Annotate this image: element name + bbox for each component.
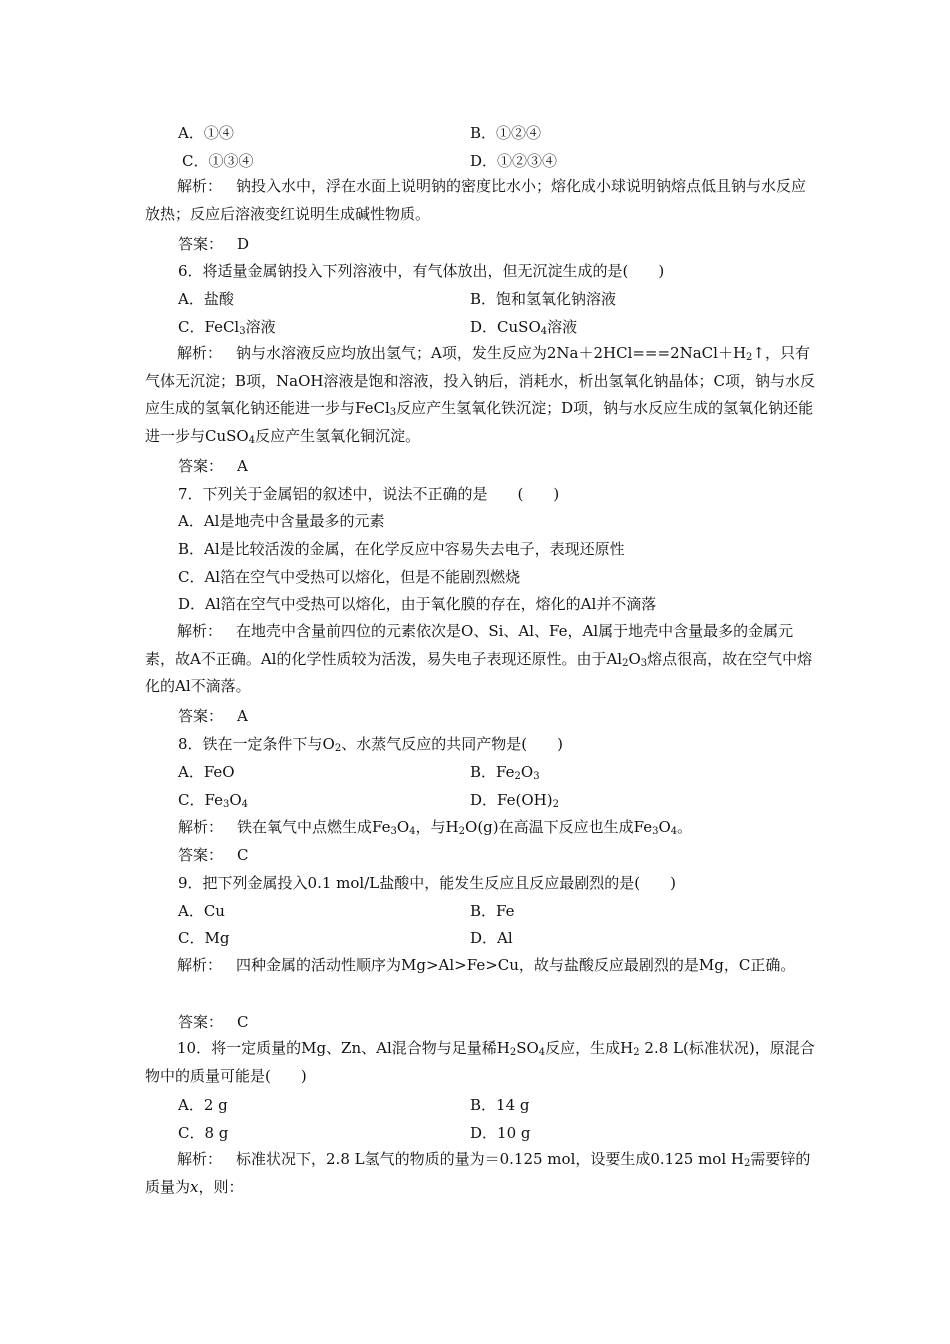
analysis-label: 解析： [177,622,223,640]
q6-option-c: C．FeCl$_3$溶液 [178,318,276,337]
q8-option-c: C．$Fe_3O_4$ [178,791,249,810]
q10-stem: 10．将一定质量的Mg、Zn、Al混合物与足量稀$H_2SO_4$反应，生成$H_2$ 2.8 L(标准状况)，原混合物中的质量可能是( ) [145,1039,815,1085]
answer-value: C [237,1013,249,1031]
q5-option-b: B．①②④ [470,124,542,142]
answer-value: C [237,846,249,864]
q10-option-a: A．2 g [178,1096,228,1114]
q6-option-b: B．饱和氢氧化钠溶液 [470,290,617,308]
answer-label: 答案： [178,235,224,253]
q10-option-d: D．10 g [470,1124,531,1142]
q6-answer [178,459,248,474]
q9-answer [178,1015,249,1030]
q6-option-d: D．CuSO$_4$溶液 [470,318,578,337]
q8-option-a: A．FeO [178,763,235,781]
analysis-text: 钠投入水中，浮在水面上说明钠的密度比水小；熔化成小球说明钠熔点低且钠与水反应放热；反应后溶液变红说明生成碱性物质。 [145,177,807,223]
q6-stem: 6．将适量金属钠投入下列溶液中，有气体放出，但无沉淀生成的是( ) [178,262,665,280]
analysis-label: 解析： [178,818,224,836]
analysis-label: 解析： [177,1150,223,1168]
q8-analysis: 解析： 铁在氧气中点燃生成$Fe_3O_4$，与$H_2O(g)$在高温下反应也生成$Fe_3O_4$。 [178,818,693,837]
q9-stem: 9．把下列金属投入0.1 mol/L盐酸中，能发生反应且反应最剧烈的是( ) [178,874,676,892]
analysis-label: 解析： [177,956,223,974]
answer-label: 答案： [178,707,224,725]
q7-option-c: C．Al箔在空气中受热可以熔化，但是不能剧烈燃烧 [178,568,521,586]
analysis-label: 解析： [177,344,223,362]
q5-option-d: D．①②③④ [470,152,558,170]
q6-option-a: A．盐酸 [178,290,234,308]
q7-analysis: 解析： 在地壳中含量前四位的元素依次是O、Si、Al、Fe，Al属于地壳中含量最多的金属元素，故A不正确。Al的化学性质较为活泼，易失电子表现还原性。由于$Al_2O_3$熔点很高，故在空气中熔化的Al不滴落。 [145,622,813,695]
q8-answer [178,848,249,863]
q7-option-a: A．Al是地壳中含量最多的元素 [178,512,385,530]
q7-option-d: D．Al箔在空气中受热可以熔化，由于氧化膜的存在，熔化的Al并不滴落 [178,595,657,613]
q7-option-b: B．Al是比较活泼的金属，在化学反应中容易失去电子，表现还原性 [178,540,625,558]
q6-analysis: 解析： 钠与水溶液反应均放出氢气；A项，发生反应为$2Na+2HCl===2NaCl+H_2↑$，只有气体无沉淀；B项，NaOH溶液是饱和溶液，投入钠后，消耗水，析出氢氧化钠晶体；C项，钠与水反应生成的氢氧化钠还能进一步与FeCl$_3$反应产生氢氧化铁沉淀；D项，钠与水反应生成的氢氧化钠还能进一步与CuSO$_4$反应产生氢氧化铜沉淀。 [145,344,815,446]
answer-value: A [237,707,248,725]
answer-value: D [237,235,250,253]
q10-option-b: B．14 g [470,1096,530,1114]
q8-option-d: D．$Fe(OH)_2$ [470,791,559,810]
q5-option-a: A．①④ [178,124,234,142]
q8-option-b: B．$Fe_2O_3$ [470,763,540,782]
q7-stem: 7．下列关于金属铝的叙述中，说法不正确的是 ( ) [178,485,560,503]
q10-analysis: 解析： 标准状况下，2.8 L氢气的物质的量为＝0.125 mol，设要生成0.125 mol $H_2$需要锌的质量为x，则： [145,1150,811,1196]
q9-option-b: B．Fe [470,902,515,920]
q9-option-d: D．Al [470,929,513,947]
answer-label: 答案： [178,1013,224,1031]
q10-option-c: C．8 g [178,1124,229,1142]
q9-option-a: A．Cu [178,902,225,920]
q5-analysis [145,173,815,228]
q7-answer [178,709,248,724]
q9-option-c: C．Mg [178,929,230,947]
q5-answer [178,237,249,252]
answer-label: 答案： [178,457,224,475]
answer-label: 答案： [178,846,224,864]
analysis-label: 解析： [177,177,223,195]
q9-analysis: 解析： 四种金属的活动性顺序为Mg>Al>Fe>Cu，故与盐酸反应最剧烈的是Mg，C正确。 [177,956,796,974]
answer-value: A [237,457,248,475]
q5-option-c: C．①③④ [182,152,254,170]
q8-stem: 8．铁在一定条件下与$O_2$、水蒸气反应的共同产物是( ) [178,735,563,754]
